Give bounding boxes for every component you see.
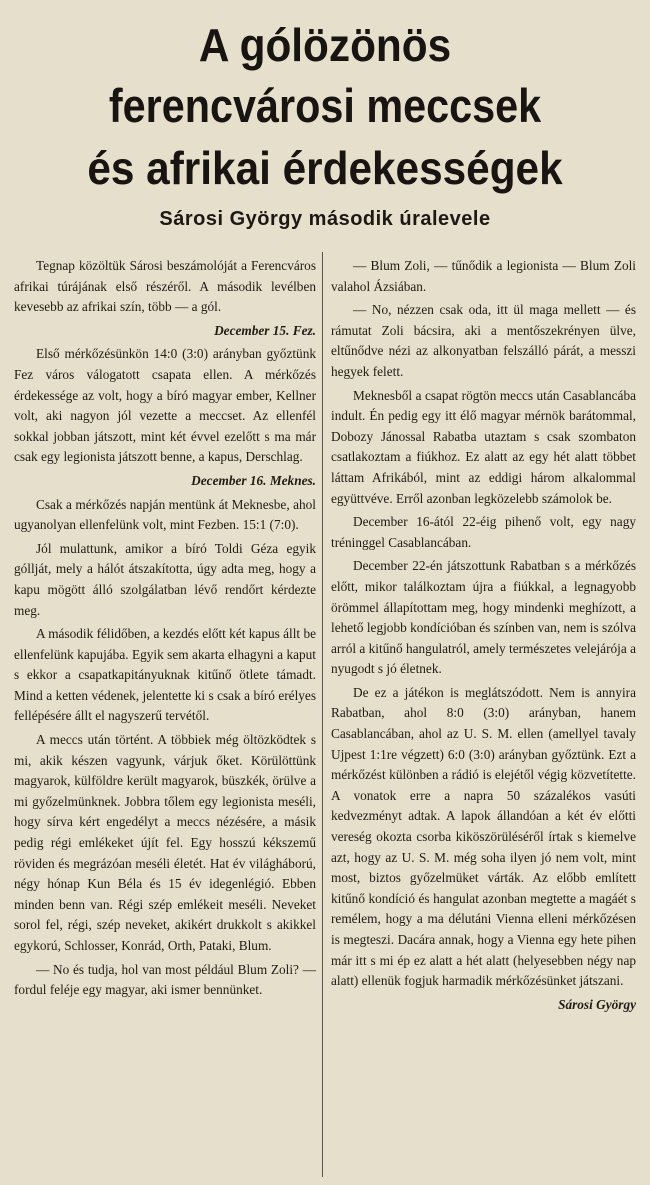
right-paragraph-rest: December 16-ától 22-éig pihenő volt, egy nagy tréninggel Casablancában.: [331, 514, 636, 550]
left-paragraph-referee: Jól mulattunk, amikor a bíró Toldi Géza egyik góllját, mely a hálót átszakította, úgy adta meg, hogy a kapu mögött álló szolgálatban lévő rendőrt kérdezte meg.: [14, 540, 316, 618]
left-paragraph-meknes: Csak a mérkőzés napján mentünk át Meknesbe, ahol ugyanolyan ellenfelünk volt, mint Fezben. 15:1 (7:0).: [14, 496, 316, 533]
subtitle: Sárosi György második úralevele: [159, 208, 491, 230]
signature: Sárosi György: [558, 996, 636, 1012]
right-paragraph-blum-answer: — Blum Zoli, — tűnődik a legionista — Blum Zoli valahol Ázsiában.: [331, 258, 636, 294]
left-paragraph-after-match: A meccs után történt. A többiek még öltözködtek s mi, akik készen vagyunk, várjuk őket. Körülöttünk magyarok, külföldre került magyarok, büszkék, örülve a mi győzelmünknek. Jobbra tőlem egy legionista meséli, hogy sírva kért engedélyt a meccs nézésére, a másik pedig régi emlékeket újít fel. Egy hosszú kékszemű röviden és megrázóan meséli életét. Hat év világháború, négy hónap Kun Béla és 15 év idegenlégió. Ebben minden benn van. Régi szép emlékeit meséli. Neveket sorol fel, régi, szép neveket, akikért drukkolt s akikkel egykorú, Schlosser, Konrád, Orth, Pataki, Blum.: [14, 732, 316, 953]
left-paragraph-intro: Tegnap közöltük Sárosi beszámolóját a Ferencváros afrikai túrájának első részéről. A második levélben kevesebb az afrikai szín, több — a gól.: [14, 258, 316, 315]
left-paragraph-fez-match: Első mérkőzésünkön 14:0 (3:0) arányban győztünk Fez város válogatott csapata ellen. A mérkőzés érdekessége az volt, hogy a bíró magyar ember, Kellner volt, aki nagyon jól vezette a meccset. Az ellenfél sokkal jobban játszott, mint két évvel ezelőtt s ma már csak egy legionista játszott benne, a kapus, Derschlag.: [14, 346, 316, 465]
right-column: [331, 256, 636, 1018]
dateline-fez: December 15. Fez.: [214, 322, 316, 338]
headline-line-3: és afrikai érdekességek: [87, 142, 563, 194]
right-paragraph-casablanca: Meknesből a csapat rögtön meccs után Casablancába indult. Én pedig egy itt élő magyar mérnök barátommal, Dobozy Jánossal Rabatba utaztam s csak szombaton csatlakoztam a fiúkhoz. Ez alatt az egy hét alatt többet láttam Afrikából, mint az eddigi három alkalommal együttvéve. Erről azonban legközelebb számolok be.: [331, 387, 636, 506]
left-paragraph-blum-question: — No és tudja, hol van most például Blum Zoli? — fordul feléje egy magyar, aki ismer bennünket.: [14, 961, 316, 998]
right-paragraph-rabat: December 22-én játszottunk Rabatban s a mérkőzés előtt, mikor találkoztam újra a fiúkkal, a legnagyobb örömmel állapítottam meg, hogy mindenki meghízott, a lehető legjobb kondícióban és színben van, nem is szólva arról a kitűnő hangulatról, amely természetes velejárója a nyugodt s jó életnek.: [331, 558, 636, 677]
headline-line-2: ferencvárosi meccsek: [108, 79, 542, 132]
right-paragraph-zoli: — No, nézzen csak oda, itt ül maga mellett — és rámutat Zoli bácsira, aki a mentőszekrényen ülve, eltűnődve nézi az alkonyatban felszálló párát, a messzi hegyek felett.: [331, 302, 636, 379]
dateline-meknes: December 16. Meknes.: [191, 472, 316, 488]
right-paragraph-usm-match: De ez a játékon is meglátszódott. Nem is annyira Rabatban, ahol 8:0 (3:0) arányban, hanem Casablancában, ahol az U. S. M. ellen (amellyel tavaly Ujpest 1:1re végzett) 6:0 (3:0) arányban győztünk. Ezt a mérkőzést különben a rádió is elejétől végig közvetítette. A vonatok erre a napra 50 százalékos vasúti kedvezményt adtak. A lapok állandóan a két év előtti vereség okozta csorba kiköszörüléséről írtak s kiemelve azt, hogy az U. S. M. még soha ilyen jó nem volt, mint most, biztos győzelmüket várták. Az előbb említett kitűnő kondíció és hangulat azonban megtette a magáét s remélem, hogy a ma délutáni Vienna elleni mérkőzésen is megteszi. Dacára annak, hogy a Vienna egy hete pihen már itt s mi ép ez alatt a hét alatt (helyesebben négy nap alatt) ellenük fogjuk harmadik mérkőzésünket játszani.: [331, 684, 636, 989]
left-column: [14, 256, 316, 1004]
left-paragraph-second-half: A második félidőben, a kezdés előtt két kapus állt be ellenfelünk kapujába. Egyik sem akarta elhagyni a kaput s ekkor a csapatkapitányuknak kitűnő ötlete támadt. Mind a ketten védenek, jelentette ki s csak a bíró erélyes fellépésére állt el nagyszerű tervétől.: [14, 626, 316, 724]
column-divider: [322, 252, 323, 1177]
headline-line-1: A gólözönös: [198, 19, 452, 71]
